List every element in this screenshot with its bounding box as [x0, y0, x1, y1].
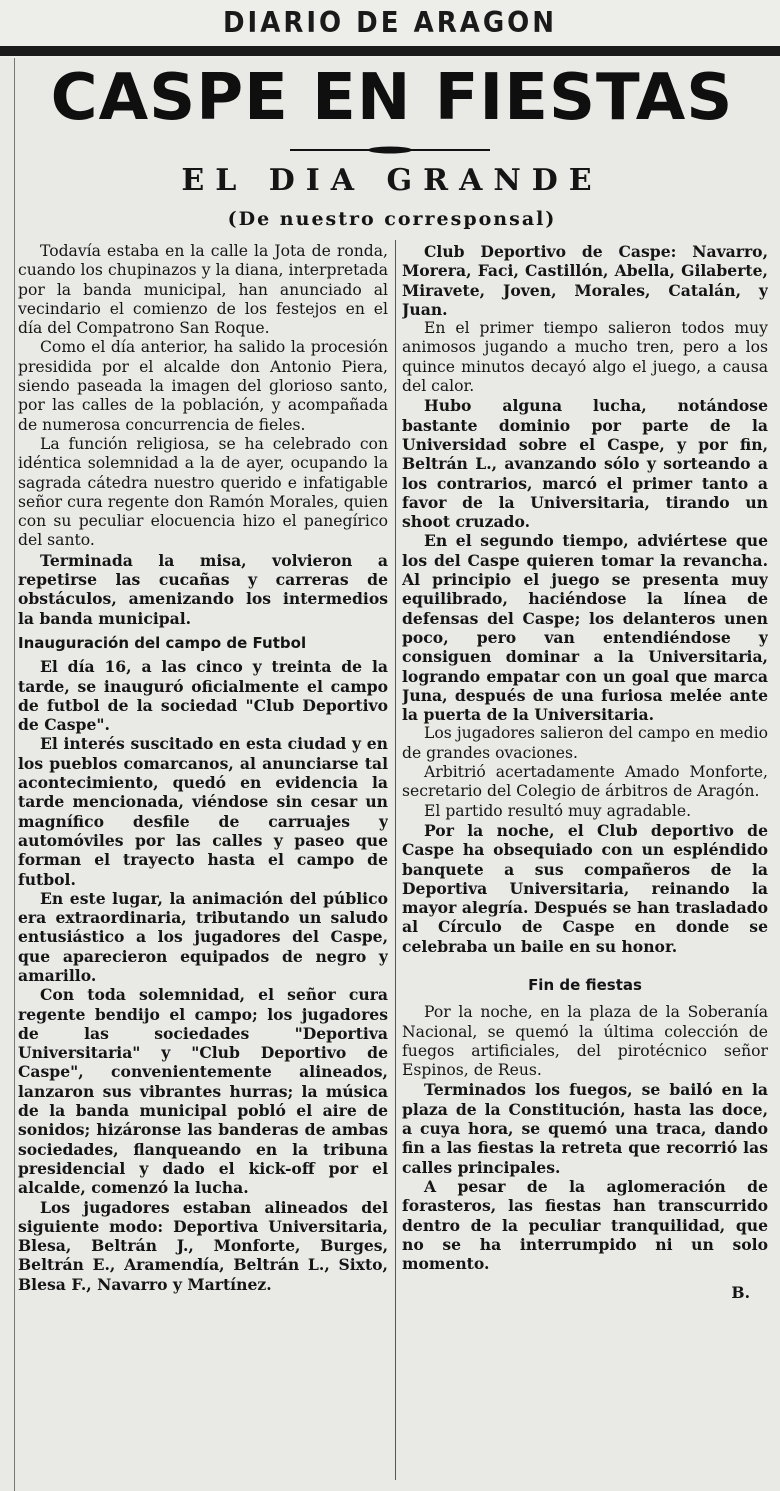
paragraph: La función religiosa, se ha celebrado con idéntica solemnidad a la de ayer, ocupando la sagrada cátedra nuestro querido e infatigable señor cura regente don Ramón Morales, quien con su peculiar elocuencia hizo el panegírico del santo. [18, 434, 388, 550]
headline-ornament [290, 146, 490, 154]
paragraph: Como el día anterior, ha salido la procesión presidida por el alcalde don Antonio Piera, siendo paseada la imagen del glorioso santo, por las calles de la población, y acompañada de numerosa concurrencia de fieles. [18, 338, 388, 434]
paragraph: Con toda solemnidad, el señor cura regente bendijo el campo; los jugadores de las sociedades "Deportiva Universitaria" y "Club Deportivo de Caspe", convenientemente alineados, lanzaron sus vibrantes hurras; la música de la banda municipal pobló el aire de sonidos; hizáronse las banderas de ambas sociedades, flanqueando en la tribuna presidencial y dado el kick-off por el alcalde, comenzó la lucha. [18, 985, 388, 1198]
section-heading-football: Inauguración del campo de Futbol [18, 633, 307, 652]
paragraph: En el primer tiempo salieron todos muy animosos jugando a mucho tren, pero a los quince minutos decayó algo el juego, a causa del calor. [402, 319, 768, 396]
paragraph: El partido resultó muy agradable. [424, 801, 692, 820]
masthead-title: DIARIO DE ARAGON [222, 6, 558, 40]
author-signature: B. [731, 1283, 750, 1303]
article-column-right [402, 242, 768, 1477]
paragraph: El día 16, a las cinco y treinta de la tarde, se inauguró oficialmente el campo de futbol de la sociedad "Club Deportivo de Caspe". [18, 657, 388, 735]
page-left-edge [0, 58, 15, 1491]
paragraph: Los jugadores estaban alineados del siguiente modo: Deportiva Universitaria, Blesa, Beltrán J., Monforte, Burges, Beltrán E., Aramendía, Beltrán L., Sixto, Blesa F., Navarro y Martínez. [18, 1197, 388, 1294]
paragraph: Por la noche, en la plaza de la Soberanía Nacional, se quemó la última colección de fuegos artificiales, del pirotécnico señor Espinos, de Reus. [402, 1003, 768, 1080]
paragraph: Terminados los fuegos, se bailó en la plaza de la Constitución, hasta las doce, a cuya hora, se quemó una traca, dando fin a las fiestas la retreta que recorrió las calles principales. [402, 1080, 768, 1177]
paragraph: Club Deportivo de Caspe: Navarro, Morera, Faci, Castillón, Abella, Gilaberte, Miravete, Joven, Morales, Catalán, y Juan. [402, 242, 768, 319]
paragraph: Arbitrió acertadamente Amado Monforte, secretario del Colegio de árbitros de Aragón. [402, 763, 768, 801]
article-column-left [18, 242, 388, 1477]
paragraph: Terminada la misa, volvieron a repetirse las cucañas y carreras de obstáculos, amenizando los intermedios la banda municipal. [18, 550, 388, 628]
section-heading-end-of-festivities: Fin de fiestas [528, 975, 642, 994]
paragraph: Hubo alguna lucha, notándose bastante dominio por parte de la Universidad sobre el Caspe, y por fin, Beltrán L., avanzando sólo y sorteando a los contrarios, marcó el primer tanto a favor de la Universitaria, tirando un shoot cruzado. [402, 396, 768, 532]
paragraph: A pesar de la aglomeración de forasteros, las fiestas han transcurrido dentro de la peculiar tranquilidad, que no se ha interrumpido ni un solo momento. [402, 1176, 768, 1274]
headline: CASPE EN FIESTAS [50, 61, 734, 135]
paragraph: En este lugar, la animación del público era extraordinaria, tributando un saludo entusiástico a los jugadores del Caspe, que aparecieron equipados de negro y amarillo. [18, 888, 388, 985]
paragraph: El interés suscitado en esta ciudad y en los pueblos comarcanos, al anunciarse tal acontecimiento, quedó en evidencia la tarde mencionada, viéndose sin cesar un magnífico desfile de carruajes y automóviles por las calles y paseo que forman el trayecto hasta el campo de futbol. [18, 734, 388, 889]
paragraph: Todavía estaba en la calle la Jota de ronda, cuando los chupinazos y la diana, interpretada por la banda municipal, han anunciado al vecindario el comienzo de los festejos en el día del Compatrono San Roque. [18, 242, 388, 338]
column-divider [395, 240, 396, 1480]
masthead-rule [0, 46, 780, 56]
paragraph: En el segundo tiempo, adviértese que los del Caspe quieren tomar la revancha. Al principio el juego se presenta muy equilibrado, haciéndose la línea de defensas del Caspe; los delanteros unen poco, pero van entendiéndose y consiguen dominar a la Universitaria, logrando empatar con un goal que marca Juna, después de una furiosa melée ante la puerta de la Universitaria. [402, 531, 768, 725]
paragraph: Los jugadores salieron del campo en medio de grandes ovaciones. [402, 724, 768, 762]
subhead: EL DIA GRANDE [181, 163, 603, 198]
masthead [0, 0, 780, 58]
paragraph: Por la noche, el Club deportivo de Caspe ha obsequiado con un espléndido banquete a sus compañeros de la Deportiva Universitaria, reinando la mayor alegría. Después se han trasladado al Círculo de Caspe en donde se celebraba un baile en su honor. [402, 820, 768, 956]
byline: (De nuestro corresponsal) [227, 208, 557, 230]
